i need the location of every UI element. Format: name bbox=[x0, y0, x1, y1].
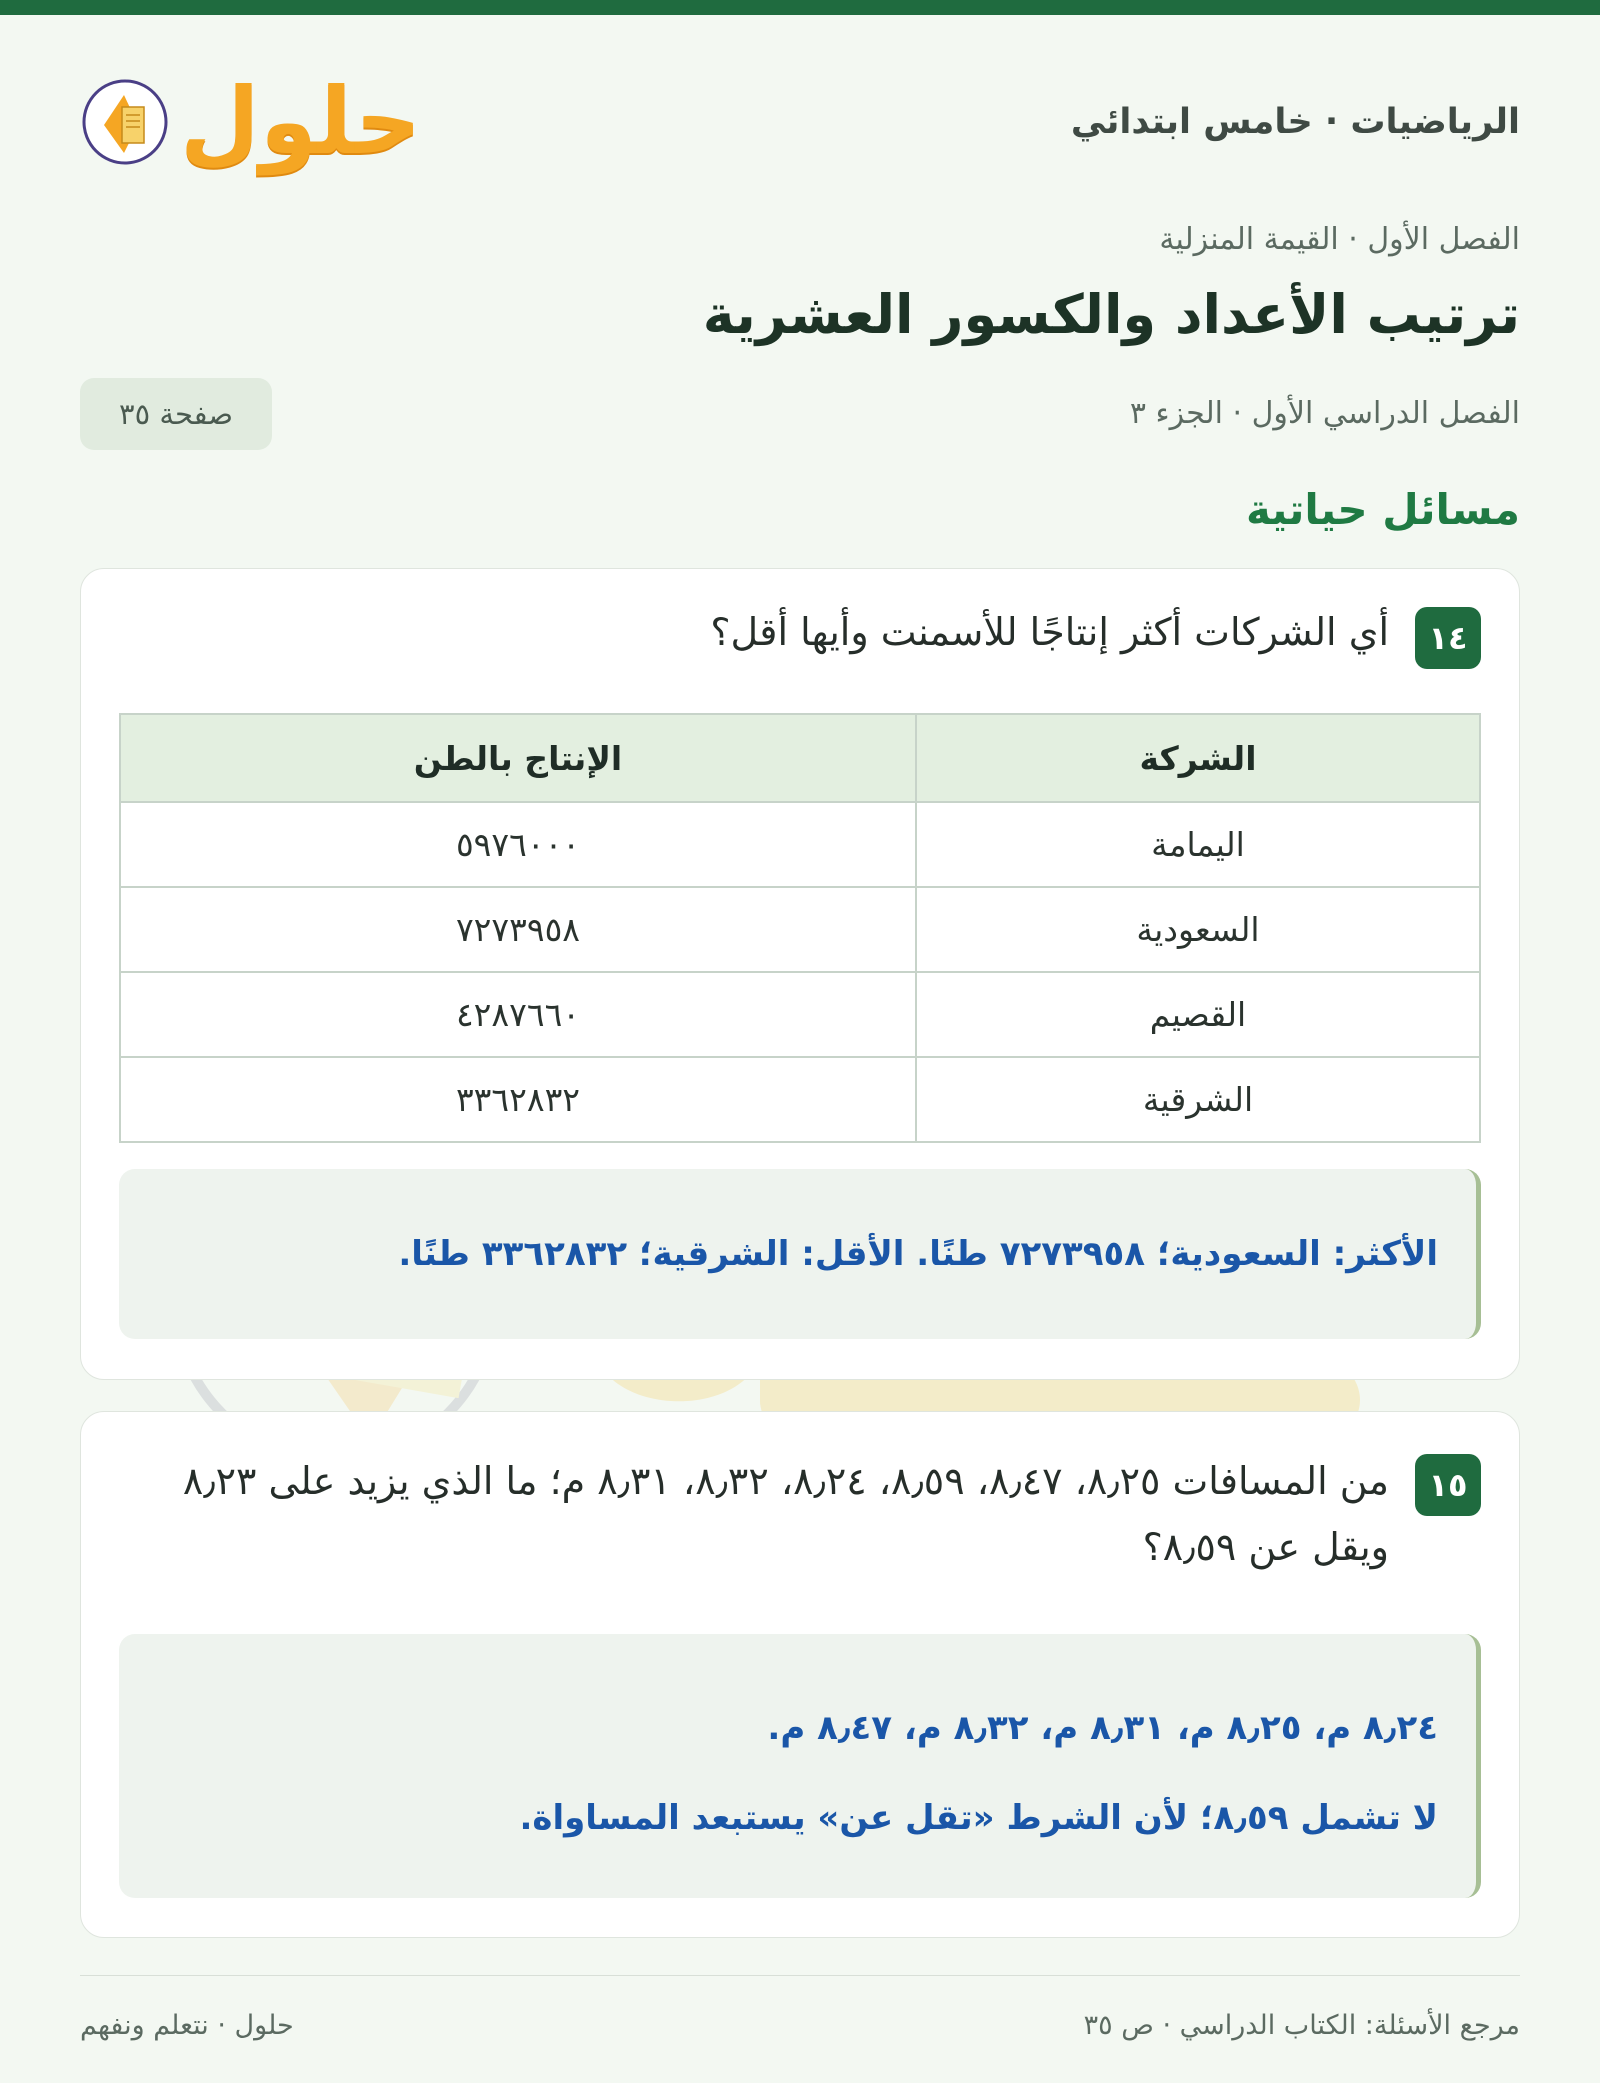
table-row bbox=[120, 802, 1480, 887]
question-card-15 bbox=[80, 1411, 1520, 1938]
footer-divider bbox=[80, 1975, 1520, 1976]
question-text: من المسافات ٨٫٢٥، ٨٫٤٧، ٨٫٥٩، ٨٫٢٤، ٨٫٣٢، ٨٫٣١ م؛ ما الذي يزيد على ٨٫٢٣ ويقل عن ٨٫٥٩؟ bbox=[182, 1459, 1389, 1569]
answer-box bbox=[119, 1169, 1481, 1339]
cement-production-table bbox=[119, 713, 1481, 1143]
breadcrumb: الفصل الأول · القيمة المنزلية bbox=[1159, 222, 1520, 257]
answer-text: الأكثر: السعودية؛ ٧٢٧٣٩٥٨ طنًا. الأقل: الشرقية؛ ٣٣٦٢٨٣٢ طنًا. bbox=[398, 1234, 1438, 1274]
page-header bbox=[80, 62, 1520, 182]
table-row bbox=[120, 1057, 1480, 1142]
table-row bbox=[120, 972, 1480, 1057]
column-header-production: الإنتاج بالطن bbox=[120, 714, 916, 802]
top-accent-bar bbox=[0, 0, 1600, 15]
term-label: الفصل الدراسي الأول · الجزء ٣ bbox=[1129, 396, 1520, 431]
section-title: مسائل حياتية bbox=[1246, 485, 1520, 534]
logo-text: حلول bbox=[180, 68, 422, 175]
footer-tagline: حلول · نتعلم ونفهم bbox=[80, 2010, 294, 2041]
production-cell: ٥٩٧٦٠٠٠ bbox=[120, 802, 916, 887]
page-number-badge: صفحة ٣٥ bbox=[80, 378, 272, 450]
question-text: أي الشركات أكثر إنتاجًا للأسمنت وأيها أقل؟ bbox=[710, 610, 1389, 654]
table-row bbox=[120, 887, 1480, 972]
subject-label: الرياضيات · خامس ابتدائي bbox=[1070, 102, 1520, 142]
column-header-company: الشركة bbox=[916, 714, 1480, 802]
answer-line: ٨٫٢٤ م، ٨٫٢٥ م، ٨٫٣١ م، ٨٫٣٢ م، ٨٫٤٧ م. bbox=[767, 1708, 1438, 1748]
answer-note: لا تشمل ٨٫٥٩؛ لأن الشرط «تقل عن» يستبعد المساواة. bbox=[519, 1798, 1438, 1838]
question-card-14 bbox=[80, 568, 1520, 1380]
page-title: ترتيب الأعداد والكسور العشرية bbox=[702, 283, 1520, 346]
company-cell: القصيم bbox=[916, 972, 1480, 1057]
question-number-badge: ١٤ bbox=[1415, 607, 1481, 669]
production-cell: ٤٢٨٧٦٦٠ bbox=[120, 972, 916, 1057]
question-number-badge: ١٥ bbox=[1415, 1454, 1481, 1516]
brand-logo[interactable] bbox=[80, 68, 422, 175]
company-cell: اليمامة bbox=[916, 802, 1480, 887]
table-header-row bbox=[120, 714, 1480, 802]
company-cell: السعودية bbox=[916, 887, 1480, 972]
answer-box bbox=[119, 1634, 1481, 1898]
footer-reference: مرجع الأسئلة: الكتاب الدراسي · ص ٣٥ bbox=[1083, 2010, 1520, 2041]
production-cell: ٣٣٦٢٨٣٢ bbox=[120, 1057, 916, 1142]
production-cell: ٧٢٧٣٩٥٨ bbox=[120, 887, 916, 972]
company-cell: الشرقية bbox=[916, 1057, 1480, 1142]
book-logo-icon bbox=[80, 77, 170, 167]
